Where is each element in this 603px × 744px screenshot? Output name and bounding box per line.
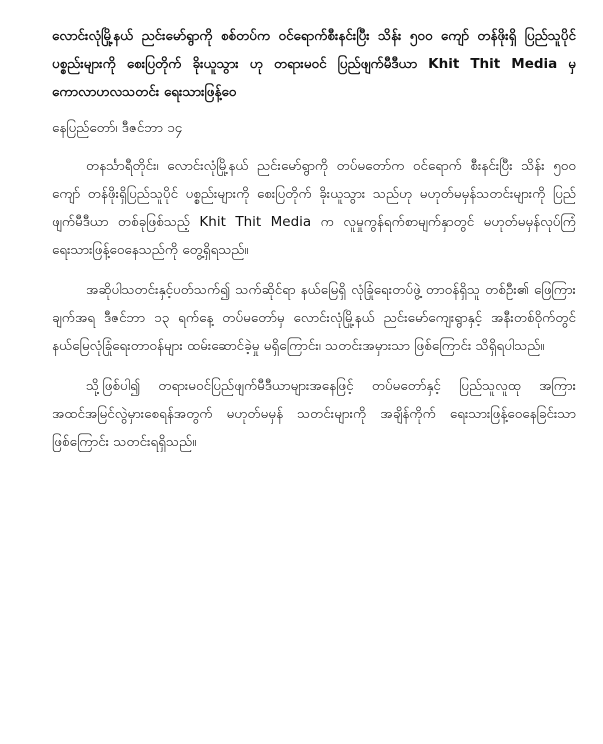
article-dateline: နေပြည်တော်၊ ဒီဇင်ဘာ ၁၄: [52, 120, 183, 136]
article-headline: လောင်းလုံမြို့နယ် ညင်းမော်ရွာကို စစ်တပ်က ဝင်ရောက်စီးနင်းပြီး သိန်း ၅၀၀ ကျော် တန်ဖိုးရှိ ပြည်သူပိုင် ပစ္စည်းများကို စေးပြတိုက် ခိုးယူသွား ဟု တရားမဝင် ပြည်ဖျက်မီဒီယာ Khit Thit Media မှ ကောလာဟလသတင်း ရေးသားဖြန့်ဝေ: [52, 28, 576, 100]
article-paragraph-3: သို့ဖြစ်ပါ၍ တရားမဝင်ပြည်ဖျက်မီဒီယာများအနေဖြင့် တပ်မတော်နှင့် ပြည်သူလူထု အကြား အထင်အမြင်လွဲမှားစေရန်အတွက် မဟုတ်မမှန် သတင်းများကို အချိန်ကိုက် ရေးသားဖြန့်ဝေနေခြင်းသာဖြစ်ကြောင်း သတင်းရရှိသည်။: [52, 378, 576, 450]
article: [52, 22, 576, 468]
article-paragraph-1: တနင်္သာရီတိုင်း၊ လောင်းလုံမြို့နယ် ညင်းမော်ရွာကို တပ်မတော်က ဝင်ရောက် စီးနင်းပြီး သိန်း ၅၀၀ ကျော် တန်ဖိုးရှိပြည်သူပိုင် ပစ္စည်းများကို စေးပြတိုက် ခိုးယူသွား သည်ဟု မဟုတ်မမှန်သတင်းများကို ပြည်ဖျက်မီဒီယာ တစ်ခုဖြစ်သည့် Khit Thit Media က လူမှုကွန်ရက်စာမျက်နှာတွင် မဟုတ်မမှန်လုပ်ကြံရေးသားဖြန့်ဝေနေသည်ကို တွေ့ရှိရသည်။: [52, 158, 576, 258]
article-paragraph-2: အဆိုပါသတင်းနှင့်ပတ်သက်၍ သက်ဆိုင်ရာ နယ်မြေရှိ လုံခြုံရေးတပ်ဖွဲ့ တာဝန်ရှိသူ တစ်ဦး၏ ဖြေကြားချက်အရ ဒီဇင်ဘာ ၁၃ ရက်နေ့ တပ်မတော်မှ လောင်းလုံမြို့နယ် ညင်းမော်ကျေးရွာနှင့် အနီးတစ်ဝိုက်တွင် နယ်မြေလုံခြုံရေးတာဝန်များ ထမ်းဆောင်ခဲ့မှု မရှိကြောင်း၊ သတင်းအမှားသာ ဖြစ်ကြောင်း သိရှိရပါသည်။: [52, 282, 576, 354]
